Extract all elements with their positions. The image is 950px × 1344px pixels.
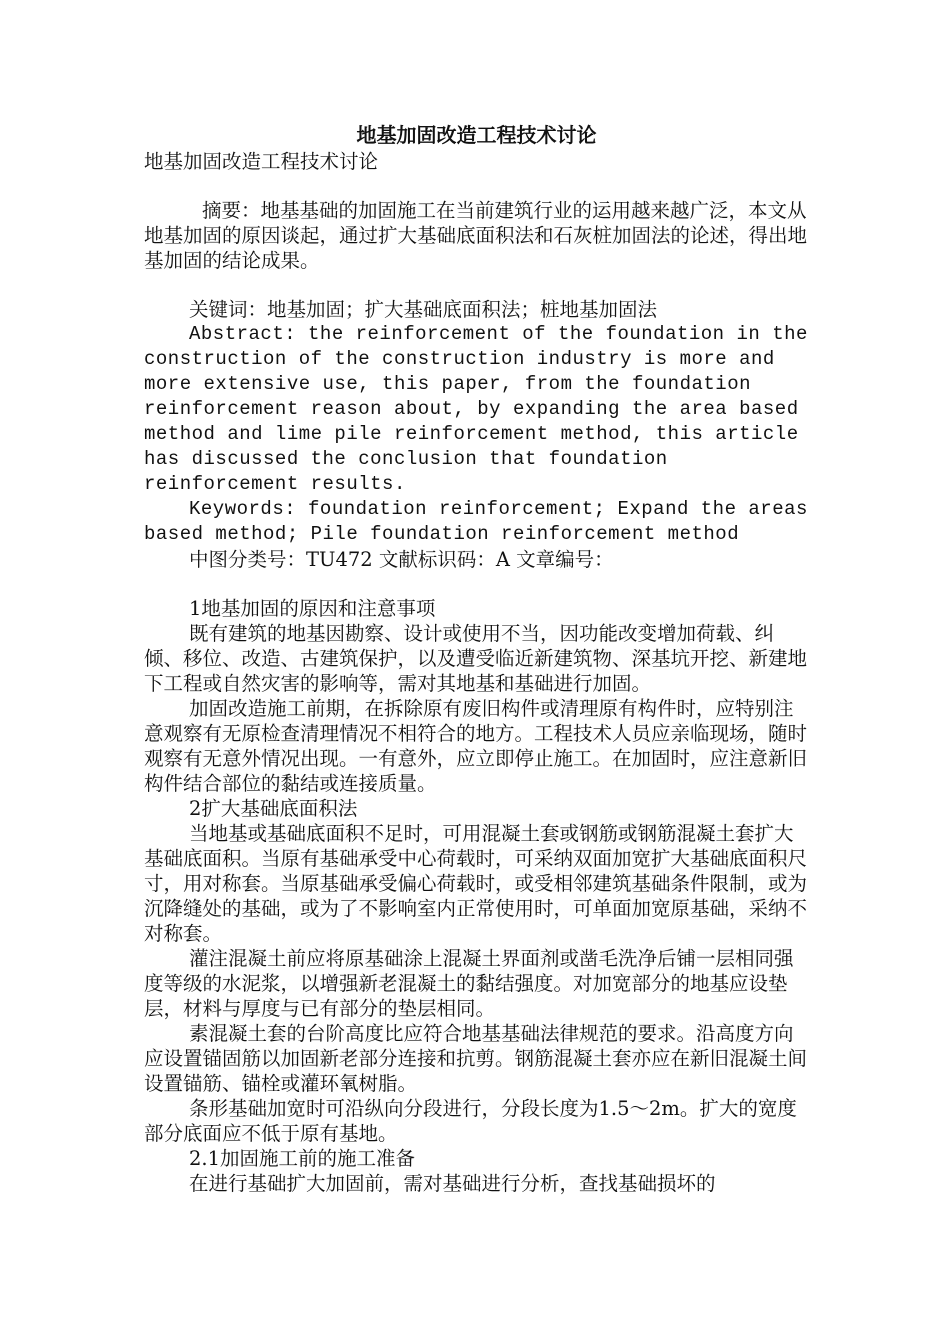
spacer bbox=[144, 572, 809, 596]
paragraph-5: 素混凝土套的台阶高度比应符合地基基础法律规范的要求。沿高度方向应设置锚固筋以加固新老部分连接和抗剪。钢筋混凝土套亦应在新旧混凝土间设置锚筋、锚栓或灌环氧树脂。 bbox=[144, 1022, 808, 1095]
document-body bbox=[144, 121, 809, 1196]
keywords-chinese: 关键词：地基加固；扩大基础底面积法；桩地基加固法 bbox=[189, 298, 658, 321]
paragraph-6: 条形基础加宽时可沿纵向分段进行，分段长度为1.5～2m。扩大的宽度部分底面应不低于原有基地。 bbox=[144, 1097, 797, 1145]
paragraph-7: 在进行基础扩大加固前，需对基础进行分析，查找基础损坏的 bbox=[189, 1172, 716, 1195]
abstract-chinese: 摘要：地基基础的加固施工在当前建筑行业的运用越来越广泛，本文从地基加固的原因谈起，通过扩大基础底面积法和石灰桩加固法的论述，得出地基加固的结论成果。 bbox=[144, 199, 808, 272]
paragraph-4: 灌注混凝土前应将原基础涂上混凝土界面剂或凿毛洗净后铺一层相同强度等级的水泥浆，以增强新老混凝土的黏结强度。对加宽部分的地基应设垫层，材料与厚度与已有部分的垫层相同。 bbox=[144, 947, 794, 1020]
paragraph-1: 既有建筑的地基因勘察、设计或使用不当，因功能改变增加荷载、纠倾、移位、改造、古建筑保护，以及遭受临近新建筑物、深基坑开挖、新建地下工程或自然灾害的影响等，需对其地基和基础进行加固。 bbox=[144, 622, 808, 695]
document-subtitle: 地基加固改造工程技术讨论 bbox=[144, 150, 379, 173]
section-2-heading: 2扩大基础底面积法 bbox=[189, 797, 358, 820]
section-2-1-heading: 2.1加固施工前的施工准备 bbox=[189, 1147, 416, 1170]
spacer bbox=[144, 273, 809, 297]
section-1-heading: 1地基加固的原因和注意事项 bbox=[189, 597, 436, 620]
keywords-english: Keywords: foundation reinforcement; Expand the areas based method; Pile foundation reinforcement method bbox=[144, 498, 808, 545]
abstract-english: Abstract: the reinforcement of the foundation in the construction of the construction industry is more and more extensive use, this paper, from the foundation reinforcement reason about, by expanding the area based method and lime pile reinforcement method, this article has discussed the conclusion that foundation reinforcement results. bbox=[144, 323, 808, 495]
paragraph-2: 加固改造施工前期，在拆除原有废旧构件或清理原有构件时，应特别注意观察有无原检查清理情况不相符合的地方。工程技术人员应亲临现场，随时观察有无意外情况出现。一有意外，应立即停止施工。在加固时，应注意新旧构件结合部位的黏结或连接质量。 bbox=[144, 697, 808, 795]
classification-line: 中图分类号：TU472 文献标识码：A 文章编号： bbox=[189, 548, 614, 571]
paragraph-3: 当地基或基础底面积不足时，可用混凝土套或钢筋或钢筋混凝土套扩大基础底面积。当原有基础承受中心荷载时，可采纳双面加宽扩大基础底面积尺寸，用对称套。当原基础承受偏心荷载时，或受相邻建筑基础条件限制，或为沉降缝处的基础，或为了不影响室内正常使用时，可单面加宽原基础，采纳不对称套。 bbox=[144, 822, 808, 945]
spacer bbox=[144, 174, 809, 198]
document-title: 地基加固改造工程技术讨论 bbox=[356, 123, 597, 147]
